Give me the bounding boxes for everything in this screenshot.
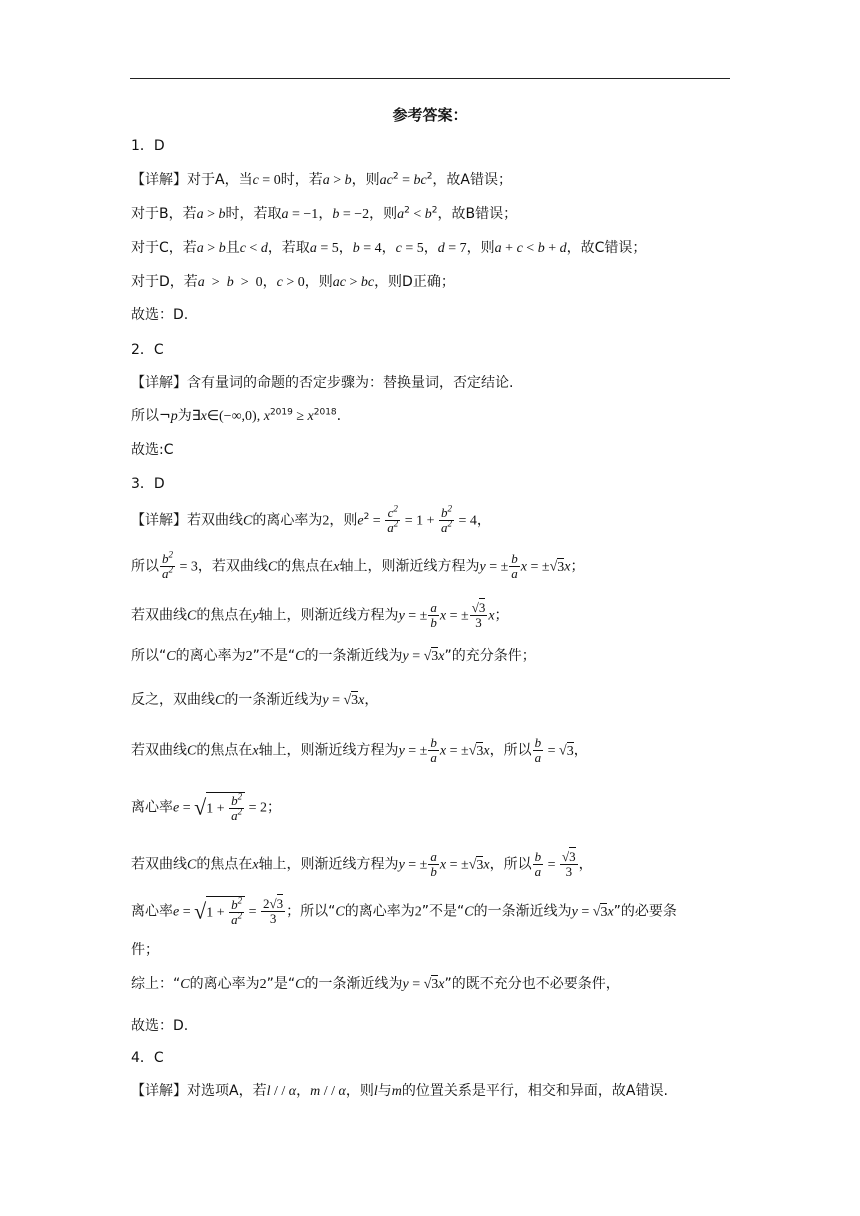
answer-1-heading: 1．D [131,138,165,154]
answer-1-detail-b: 对于B，若a > b时，若取a = −1，b = −2，则$a^2 < b^2$，故B错误； [131,205,518,222]
answer-2-negation: 所以¬p为∃x∈(−∞,0), $x^{2019} \ge x^{2018}$. [131,407,342,424]
answer-3-conclusion: 故选：D. [131,1018,189,1034]
answer-3-eccentricity: 【详解】若双曲线C的离心率为2，则$e^2$ = $\frac{c^2}{a^2}$ = 1 + $\frac{b^2}{a^2}$ = 4， [131,503,491,535]
answer-3-line-wrap: 件； [131,942,159,958]
answer-3-not-sufficient: 所以“C的离心率为2”不是“C的一条渐近线为y = √3x”的充分条件； [131,648,536,664]
answer-3-case-x-2: 若双曲线C的焦点在x轴上，则渐近线方程为y = ± $\frac{a}{b}$ x = ±√3x，所以 $\frac{b}{a}$ = $\frac{√3}{3}$ ， [131,849,593,879]
answer-4-detail: 【详解】对选项A，若l / / α，m / / α，则l与m的位置关系是平行，相交和异面，故A错误. [131,1083,668,1099]
answer-3-eccentricity-2: 离心率e = √1 + $\frac{b^2}{a^2}$ = 2； [131,791,282,823]
answer-3-case-x: 若双曲线C的焦点在x轴上，则渐近线方程为y = ± $\frac{b}{a}$ x = ±√3x，所以 $\frac{b}{a}$ = √3， [131,735,588,765]
answer-3-asymptote-x: 所以 $\frac{b^2}{a^2}$ = 3，若双曲线C的焦点在x轴上，则渐近线方程为y = ± $\frac{b}{a}$ x = ±√3x； [131,549,585,581]
answer-1-conclusion: 故选：D. [131,307,189,323]
answer-1-detail-d: 对于D，若a > b > 0，c > 0，则ac > bc，则D正确； [131,274,455,290]
answer-4-heading: 4．C [131,1050,164,1066]
header-rule [130,78,730,79]
answer-2-heading: 2．C [131,342,164,358]
answer-3-summary: 综上：“C的离心率为2”是“C的一条渐近线为y = √3x”的既不充分也不必要条件， [131,976,620,992]
answer-1-detail-a: 【详解】对于A，当c = 0时，若a > b，则$ac^2 = bc^2$，故A错误； [131,171,512,188]
answer-3-heading: 3．D [131,476,165,492]
answer-1-detail-c: 对于C，若a > b且c < d，若取a = 5，b = 4，c = 5，d = 7，则a + c < b + d，故C错误； [131,240,647,256]
answer-3-not-necessary: 离心率e = √1 + $\frac{b^2}{a^2}$ = $\frac{2√3}{3}$ ；所以“C的离心率为2”不是“C的一条渐近线为y = √3x”的必要条 [131,895,677,927]
answer-3-converse: 反之，双曲线C的一条渐近线为y = √3x， [131,692,379,708]
page-title: 参考答案： [392,106,468,124]
answer-2-conclusion: 故选:C [131,442,174,458]
answer-2-detail: 【详解】含有量词的命题的否定步骤为：替换量词，否定结论. [131,375,514,391]
answer-3-asymptote-y: 若双曲线C的焦点在y轴上，则渐近线方程为y = ± $\frac{a}{b}$ x = ± $\frac{√3}{3}$ x； [131,600,509,630]
